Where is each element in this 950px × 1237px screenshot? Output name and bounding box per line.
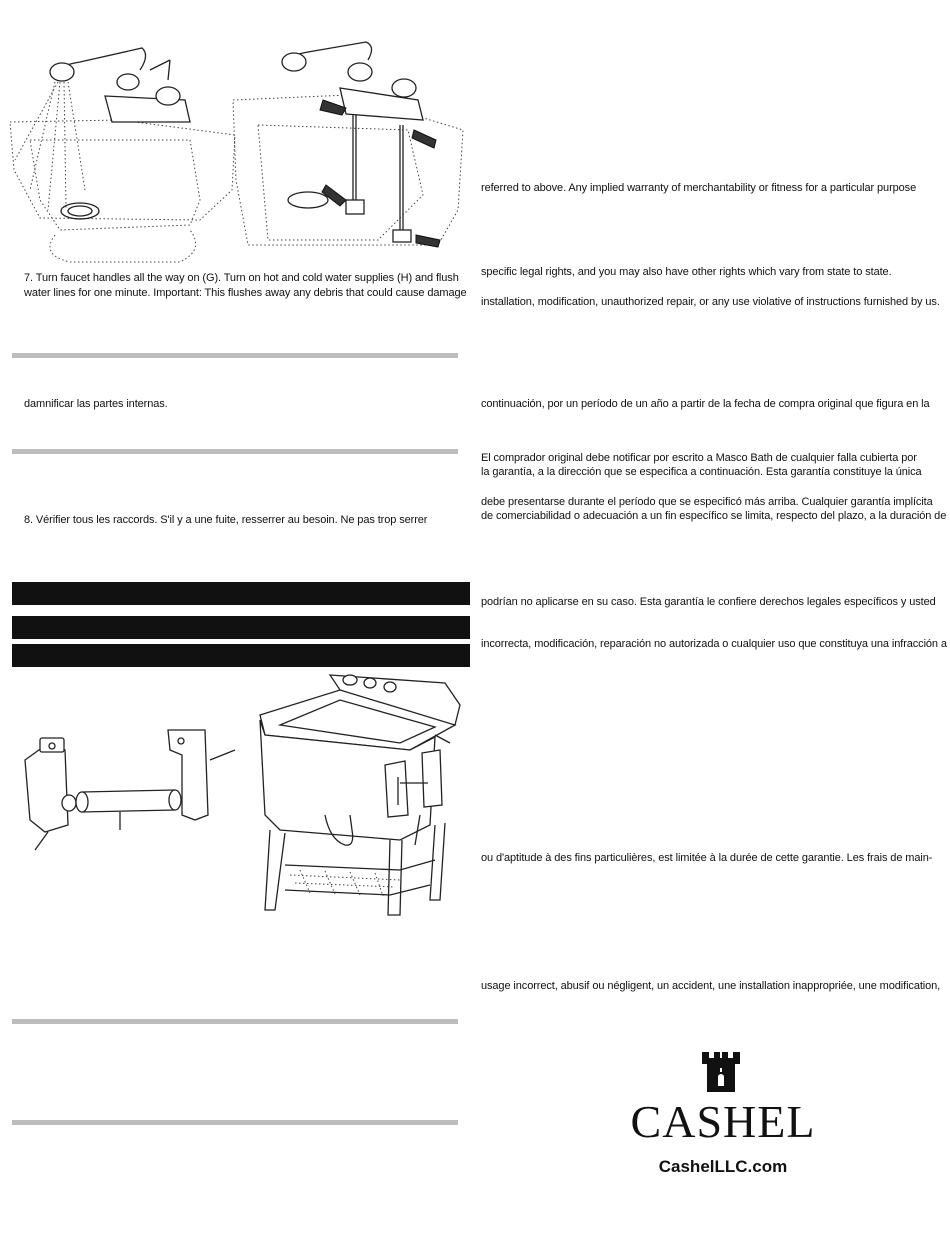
faucet-flush-illustration — [0, 40, 240, 265]
warranty-en-line-3: installation, modification, unauthorized repair, or any use violative of instructions furnished by us. — [481, 296, 940, 308]
section-divider — [12, 1120, 458, 1125]
warranty-fr-line-2: usage incorrect, abusif ou négligent, un accident, une installation inappropriée, une modification, — [481, 980, 941, 992]
brand-name: CASHEL — [630, 1096, 816, 1147]
bracket-assembly-illustration — [20, 720, 260, 860]
utility-sink-illustration — [250, 665, 470, 920]
warranty-es-line-2: El comprador original debe notificar por escrito a Masco Bath de cualquier falla cubierta por — [481, 452, 917, 464]
section-divider — [12, 1019, 458, 1024]
spanish-step-line: damnificar las partes internas. — [24, 398, 168, 410]
warranty-es-line-7: incorrecta, modificación, reparación no autorizada o cualquier uso que constituya una infracción a — [481, 638, 947, 650]
section-heading-bar — [12, 644, 470, 667]
warranty-es-line-1: continuación, por un período de un año a partir de la fecha de compra original que figura en la — [481, 398, 930, 410]
brand-website: CashelLLC.com — [658, 1157, 788, 1176]
supply-lines-illustration — [228, 40, 468, 265]
warranty-es-line-6: podrían no aplicarse en su caso. Esta garantía le confiere derechos legales específicos y usted — [481, 596, 936, 608]
warranty-en-line-1: referred to above. Any implied warranty of merchantability or fitness for a particular purpose — [481, 182, 917, 194]
warranty-es-line-5: de comerciabilidad o adecuación a un fin específico se limita, respecto del plazo, a la duración de — [481, 510, 947, 522]
french-step8-line: 8. Vérifier tous les raccords. S'il y a une fuite, resserrer au besoin. Ne pas trop serrer — [24, 514, 428, 526]
warranty-es-line-4: debe presentarse durante el período que se especificó más arriba. Cualquier garantía implícita — [481, 496, 933, 508]
section-divider — [12, 449, 458, 454]
castle-tower-logo-icon — [700, 1052, 742, 1092]
warranty-en-line-2: specific legal rights, and you may also have other rights which vary from state to state. — [481, 266, 892, 278]
section-divider — [12, 353, 458, 358]
step7-line1: 7. Turn faucet handles all the way on (G). Turn on hot and cold water supplies (H) and flush — [24, 272, 459, 284]
warranty-es-line-3: la garantía, a la dirección que se especifica a continuación. Esta garantía constituye la única — [481, 466, 922, 478]
section-heading-bar — [12, 582, 470, 605]
warranty-fr-line-1: ou d'aptitude à des fins particulières, est limitée à la durée de cette garantie. Les frais de main- — [481, 852, 933, 864]
step7-line2: water lines for one minute. Important: This flushes away any debris that could cause damage — [24, 287, 467, 299]
section-heading-bar — [12, 616, 470, 639]
